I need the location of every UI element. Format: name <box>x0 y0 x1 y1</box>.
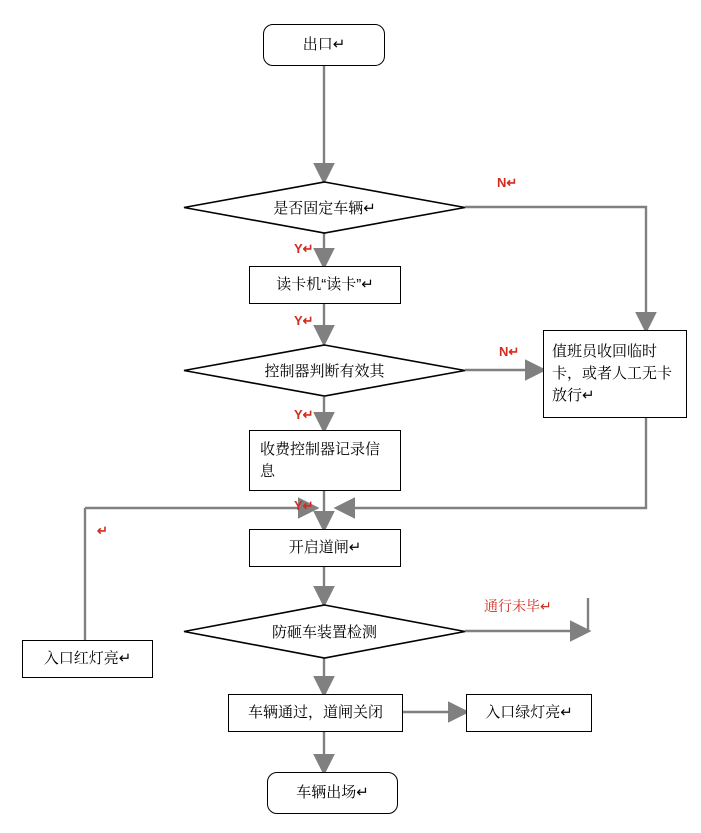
node-controller-valid-label: 控制器判断有效其 <box>264 363 385 380</box>
node-duty-officer-label: 值班员收回临时卡，或者人工无卡放行↵ <box>552 343 673 404</box>
edge-label-loop-back: ↵ <box>97 523 108 538</box>
node-record-info-label: 收费控制器记录信息 <box>260 440 381 480</box>
node-anti-smash-label: 防砸车装置检测 <box>271 624 377 641</box>
node-entrance-green-light[interactable] <box>466 694 592 732</box>
node-duty-officer[interactable] <box>543 330 687 418</box>
edge-label-fixed-yes: Y↵ <box>294 241 314 256</box>
node-open-gate-label: 开启道闸↵ <box>288 539 362 557</box>
node-card-reader-label: 读卡机“读卡”↵ <box>276 276 374 294</box>
node-card-reader[interactable] <box>249 266 401 304</box>
node-vehicle-out[interactable] <box>267 772 398 814</box>
edge-label-valid-yes: Y↵ <box>294 407 314 422</box>
edge-label-record-yes: Y↵ <box>294 498 314 513</box>
node-record-info[interactable] <box>249 430 401 491</box>
edge-label-valid-no: N↵ <box>499 344 520 359</box>
node-anti-smash-decision[interactable] <box>183 604 466 659</box>
node-exit-start-label: 出口↵ <box>302 36 346 54</box>
node-entrance-red-light-label: 入口红灯亮↵ <box>43 650 132 668</box>
node-fixed-vehicle-label: 是否固定车辆↵ <box>273 200 376 217</box>
edge-label-anti-smash-busy: 通行未毕↵ <box>484 598 552 614</box>
node-vehicle-pass[interactable] <box>228 694 403 732</box>
node-fixed-vehicle-decision[interactable] <box>183 181 466 234</box>
node-entrance-green-light-label: 入口绿灯亮↵ <box>485 704 573 722</box>
node-controller-valid-decision[interactable] <box>183 344 466 397</box>
node-vehicle-out-label: 车辆出场↵ <box>296 784 369 802</box>
node-entrance-red-light[interactable] <box>22 640 153 678</box>
node-open-gate[interactable] <box>249 529 401 567</box>
edge-label-fixed-no: N↵ <box>497 175 518 190</box>
node-exit-start[interactable] <box>263 24 385 66</box>
node-vehicle-pass-label: 车辆通过，道闸关闭 <box>247 704 383 722</box>
edge-label-card-yes: Y↵ <box>294 313 314 328</box>
